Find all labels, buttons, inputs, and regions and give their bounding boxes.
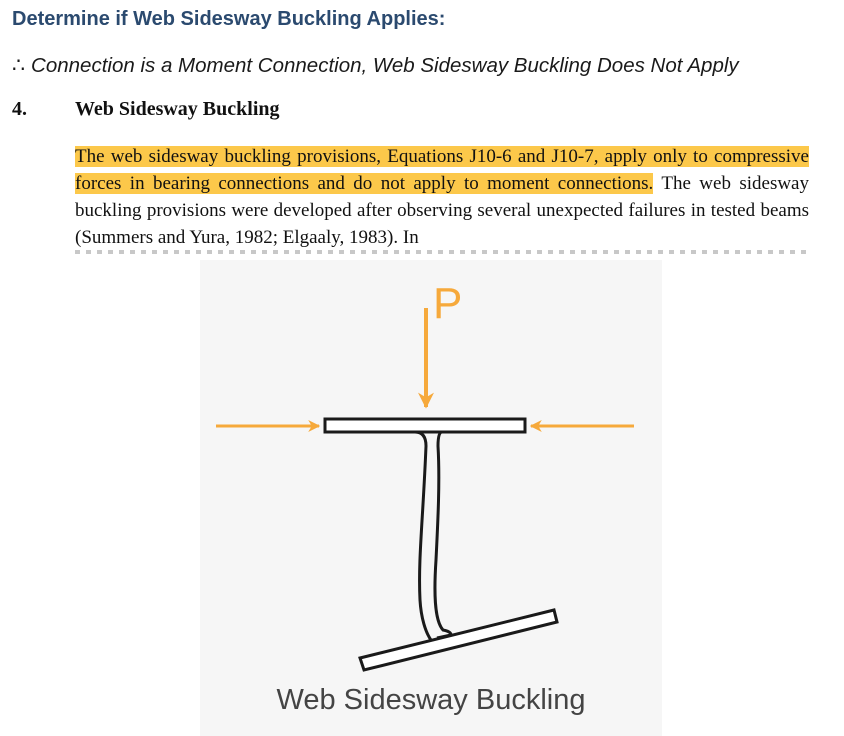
spec-section-number: 4.	[12, 98, 27, 120]
spec-section-title: Web Sidesway Buckling	[75, 98, 280, 120]
highlighted-text: The web sidesway buckling provisions, Equations J10-6 and J10-7, apply only to compressive forces in bearing connections and do not apply to moment connections.	[75, 146, 809, 194]
figure-caption: Web Sidesway Buckling	[276, 684, 586, 716]
therefore-symbol: ∴	[12, 54, 26, 77]
spec-paragraph	[75, 143, 809, 251]
conclusion-text: Connection is a Moment Connection, Web Sidesway Buckling Does Not Apply	[31, 54, 739, 77]
specification-excerpt	[0, 88, 844, 260]
cropped-text-remnant	[75, 250, 809, 254]
buckled-web	[415, 432, 451, 646]
load-label: P	[433, 279, 463, 328]
buckling-figure	[200, 260, 662, 736]
bottom-flange	[360, 610, 557, 670]
top-flange	[325, 419, 525, 432]
conclusion-line	[12, 53, 739, 78]
buckling-diagram	[200, 260, 662, 736]
section-heading: Determine if Web Sidesway Buckling Applies:	[12, 8, 446, 30]
spec-body-text: The web sidesway buckling provisions were developed after observing several unexpected failures in tested beams (Summers and Yura, 1982; Elgaaly, 1983). In	[75, 173, 809, 248]
